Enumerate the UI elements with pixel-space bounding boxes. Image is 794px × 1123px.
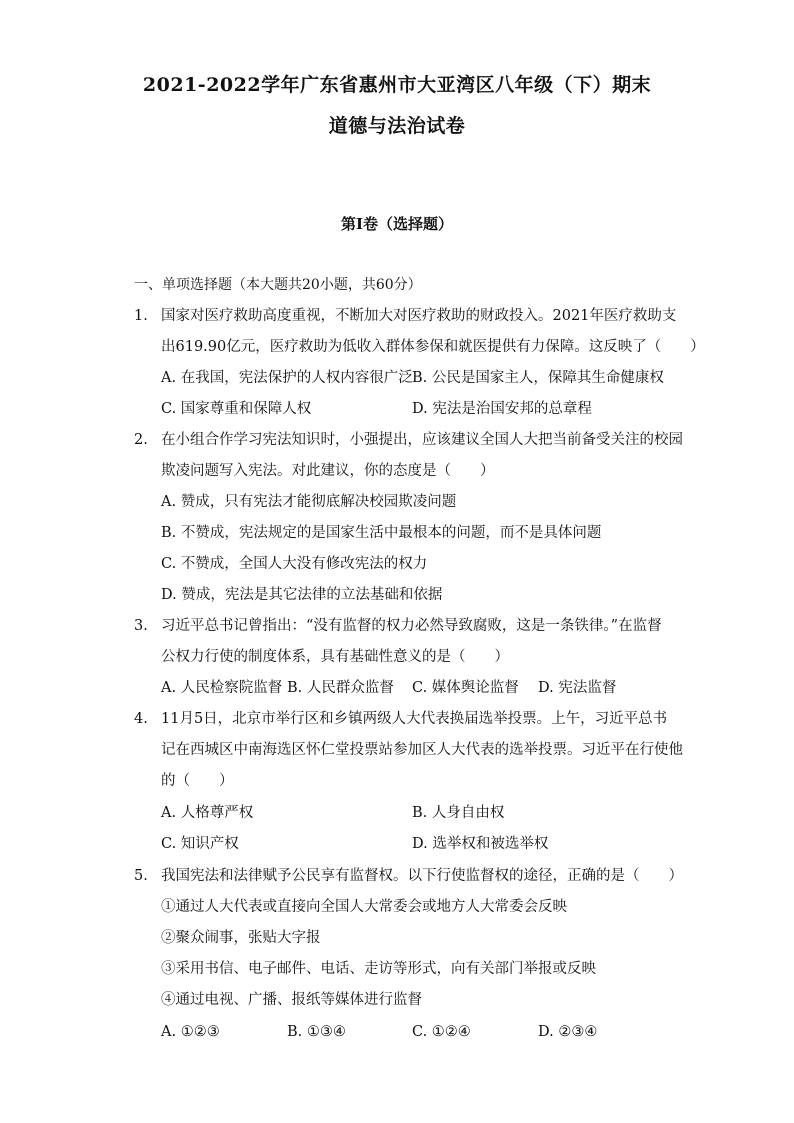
section-title: 第Ⅰ卷（选择题） [340, 215, 454, 233]
option-c: C. 不赞成，全国人大没有修改宪法的权力 [161, 556, 428, 572]
question-stem-line: 公权力行使的制度体系，具有基础性意义的是（ ） [161, 649, 509, 665]
option-a: A. 在我国，宪法保护的人权内容很广泛 [161, 370, 413, 386]
option-a: A. 人格尊严权 [161, 805, 254, 821]
statement-item: ②聚众闹事，张贴大字报 [161, 930, 321, 946]
option-a: A. ①②③ [161, 1024, 220, 1040]
option-c: C. ①②④ [412, 1024, 471, 1040]
question-stem-line: 出619.90亿元，医疗救助为低收入群体参保和就医提供有力保障。这反映了（ ） [161, 339, 705, 355]
option-d: D. 赞成，宪法是其它法律的立法基础和依据 [161, 587, 443, 603]
option-a: A. 人民检察院监督 [161, 680, 283, 696]
option-a: A. 赞成，只有宪法才能彻底解决校园欺凌问题 [161, 494, 457, 510]
question-stem-line: 记在西城区中南海选区怀仁堂投票站参加区人大代表的选举投票。习近平在行使他 [161, 742, 683, 758]
question-number: 4. [134, 711, 148, 727]
statement-item: ①通过人大代表或直接向全国人大常委会或地方人大常委会反映 [161, 899, 567, 915]
question-number: 5. [134, 868, 148, 884]
question-stem-line: 国家对医疗救助高度重视，不断加大对医疗救助的财政投入。2021年医疗救助支 [161, 308, 677, 324]
option-c: C. 国家尊重和保障人权 [161, 401, 312, 417]
document-title-line1: 2021-2022学年广东省惠州市大亚湾区八年级（下）期末 [142, 74, 652, 96]
option-d: D. ②③④ [538, 1024, 598, 1040]
option-b: B. ①③④ [287, 1024, 346, 1040]
option-b: B. 公民是国家主人，保障其生命健康权 [412, 370, 664, 386]
statement-item: ③采用书信、电子邮件、电话、走访等形式，向有关部门举报或反映 [161, 961, 596, 977]
option-b: B. 人民群众监督 [287, 680, 394, 696]
option-d: D. 选举权和被选举权 [412, 836, 549, 852]
option-d: D. 宪法是治国安邦的总章程 [412, 401, 592, 417]
document-title-line2: 道德与法治试卷 [328, 115, 466, 137]
question-stem-line: 我国宪法和法律赋予公民享有监督权。以下行使监督权的途径，正确的是（ ） [161, 868, 683, 884]
option-d: D. 宪法监督 [538, 680, 617, 696]
question-number: 3. [134, 618, 148, 634]
question-stem-line: 习近平总书记曾指出：“没有监督的权力必然导致腐败，这是一条铁律。”在监督 [161, 618, 662, 634]
question-stem-line: 11月5日，北京市举行区和乡镇两级人大代表换届选举投票。上午，习近平总书 [161, 711, 668, 727]
question-stem-line: 在小组合作学习宪法知识时，小强提出，应该建议全国人大把当前备受关注的校园 [161, 432, 683, 448]
option-b: B. 不赞成，宪法规定的是国家生活中最根本的问题，而不是具体问题 [161, 525, 602, 541]
option-c: C. 知识产权 [161, 836, 239, 852]
question-number: 1. [134, 308, 148, 324]
option-b: B. 人身自由权 [412, 805, 505, 821]
question-stem-line: 的（ ） [161, 773, 234, 789]
part-header: 一、单项选择题（本大题共20小题，共60分） [134, 277, 422, 293]
statement-item: ④通过电视、广播、报纸等媒体进行监督 [161, 992, 422, 1008]
question-number: 2. [134, 432, 148, 448]
question-stem-line: 欺凌问题写入宪法。对此建议，你的态度是（ ） [161, 463, 495, 479]
option-c: C. 媒体舆论监督 [412, 680, 519, 696]
